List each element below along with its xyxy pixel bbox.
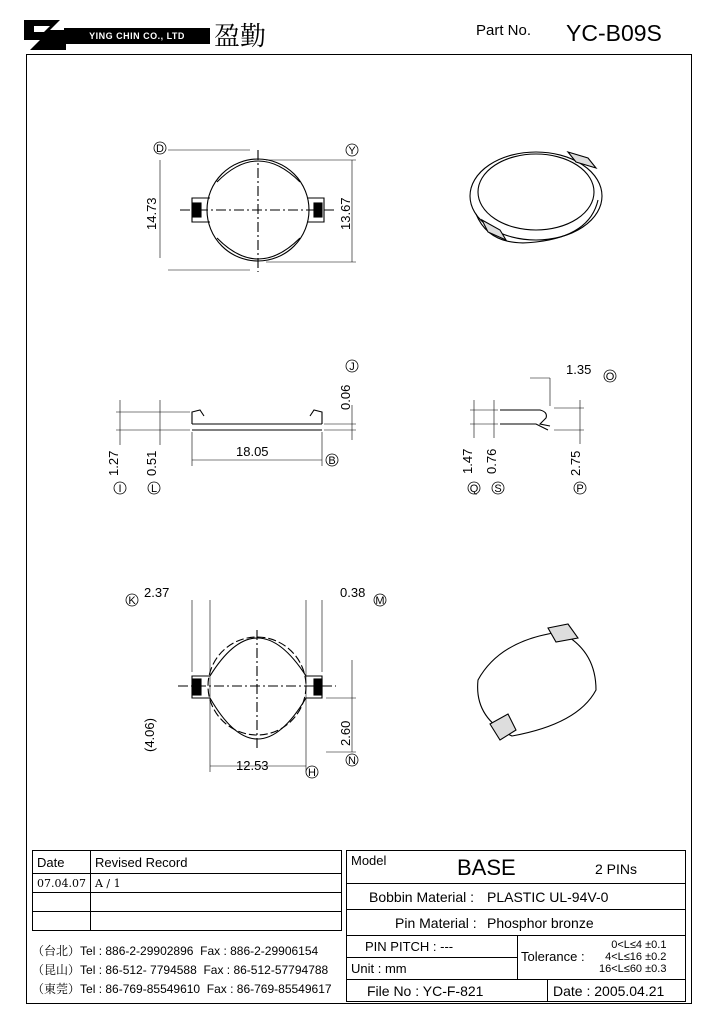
isometric-bottom-view <box>478 624 596 740</box>
marker-h-label: H <box>308 767 316 779</box>
marker-y <box>346 144 358 157</box>
tolerance-row: 16<L≤60 ±0.3 <box>599 963 667 975</box>
isometric-top-view <box>470 152 602 243</box>
revision-record-1: A / 1 <box>90 874 341 893</box>
revision-record-header: Revised Record <box>90 851 341 874</box>
dim-1-27: 1.27 <box>106 450 121 476</box>
revision-table <box>32 850 342 931</box>
contact-row <box>32 942 344 961</box>
file-number: File No : YC-F-821 <box>367 983 484 999</box>
part-number: YC-B09S <box>566 20 662 46</box>
contact-fax: Fax : 86-769-85549617 <box>206 982 332 996</box>
spec-block <box>346 850 686 1002</box>
dim-13-67: 13.67 <box>338 197 353 230</box>
dim-2-37: 2.37 <box>144 585 170 600</box>
marker-n-label: N <box>348 755 356 767</box>
pin-material-value: Phosphor bronze <box>487 915 594 931</box>
dim-1-47: 1.47 <box>460 448 475 474</box>
contact-list <box>32 942 344 999</box>
pin-material-label: Pin Material : <box>395 915 477 931</box>
marker-k-label: K <box>128 595 136 607</box>
dim-0-76: 0.76 <box>484 448 499 474</box>
bottom-view <box>178 600 356 772</box>
marker-n <box>346 754 358 767</box>
contact-fax: Fax : 86-512-57794788 <box>203 963 329 977</box>
dim-0-51: 0.51 <box>144 450 159 476</box>
top-view <box>160 150 356 272</box>
pin-count: 2 PINs <box>595 861 638 877</box>
contact-row <box>32 961 344 980</box>
revision-date-3 <box>33 912 91 931</box>
tolerance-row: 4<L≤16 ±0.2 <box>605 951 667 963</box>
dim-0-38: 0.38 <box>340 585 366 600</box>
contact-location: （台北） <box>32 944 81 958</box>
part-number-label: Part No. <box>476 22 532 39</box>
model-label: Model <box>351 853 387 868</box>
dim-2-75: 2.75 <box>568 450 583 476</box>
revision-date-header: Date <box>33 851 91 874</box>
dim-4-06: (4.06) <box>142 718 157 752</box>
marker-b <box>326 454 338 467</box>
pin-detail-view <box>470 378 584 444</box>
dim-12-53: 12.53 <box>236 758 269 773</box>
marker-m-label: M <box>375 595 385 607</box>
company-name-cn: 盈勤 <box>214 22 267 52</box>
dim-14-73: 14.73 <box>144 197 159 230</box>
dim-18-05: 18.05 <box>236 444 269 459</box>
marker-l-label: L <box>150 483 158 495</box>
revision-date-1: 07.04.07 <box>33 874 91 893</box>
contact-tel: Tel : 86-769-85549610 <box>80 982 201 996</box>
contact-fax: Fax : 886-2-29906154 <box>200 944 319 958</box>
marker-k <box>126 594 138 607</box>
revision-record-3 <box>90 912 341 931</box>
marker-d-label: D <box>156 143 164 155</box>
marker-i <box>114 482 126 495</box>
contact-row <box>32 980 344 999</box>
marker-h <box>306 766 318 779</box>
marker-q <box>468 482 480 495</box>
model-value: BASE <box>457 855 516 880</box>
contact-tel: Tel : 86-512- 7794588 <box>80 963 197 977</box>
tolerance-row: 0<L≤4 ±0.1 <box>611 939 667 951</box>
pin-pitch: PIN PITCH : --- <box>365 939 454 954</box>
revision-date-2 <box>33 893 91 912</box>
contact-location: （東莞） <box>32 982 81 996</box>
tolerance-label: Tolerance : <box>521 949 585 964</box>
marker-i-label: I <box>118 483 122 495</box>
marker-d <box>154 142 166 155</box>
marker-s <box>492 482 504 495</box>
tolerance-values <box>599 939 666 975</box>
marker-l <box>148 482 160 495</box>
marker-m <box>374 594 386 607</box>
marker-y-label: Y <box>348 145 356 157</box>
marker-p-label: P <box>576 483 584 495</box>
marker-b-label: B <box>328 455 336 467</box>
unit: Unit : mm <box>351 961 407 976</box>
marker-j-label: J <box>349 361 355 373</box>
marker-o <box>604 370 616 383</box>
dim-1-35: 1.35 <box>566 362 592 377</box>
bobbin-material-value: PLASTIC UL-94V-0 <box>487 889 609 905</box>
dim-2-60: 2.60 <box>338 720 353 746</box>
marker-p <box>574 482 586 495</box>
contact-tel: Tel : 886-2-29902896 <box>80 944 194 958</box>
drawing-date: Date : 2005.04.21 <box>553 983 665 999</box>
marker-s-label: S <box>494 483 502 495</box>
contact-location: （昆山） <box>32 963 81 977</box>
dim-0-06: 0.06 <box>338 384 353 410</box>
marker-q-label: Q <box>469 483 479 495</box>
bobbin-material-label: Bobbin Material : <box>369 889 475 905</box>
marker-o-label: O <box>605 371 615 383</box>
revision-record-2 <box>90 893 341 912</box>
marker-j <box>346 360 358 373</box>
company-name-en: YING CHIN CO., LTD <box>64 28 210 44</box>
